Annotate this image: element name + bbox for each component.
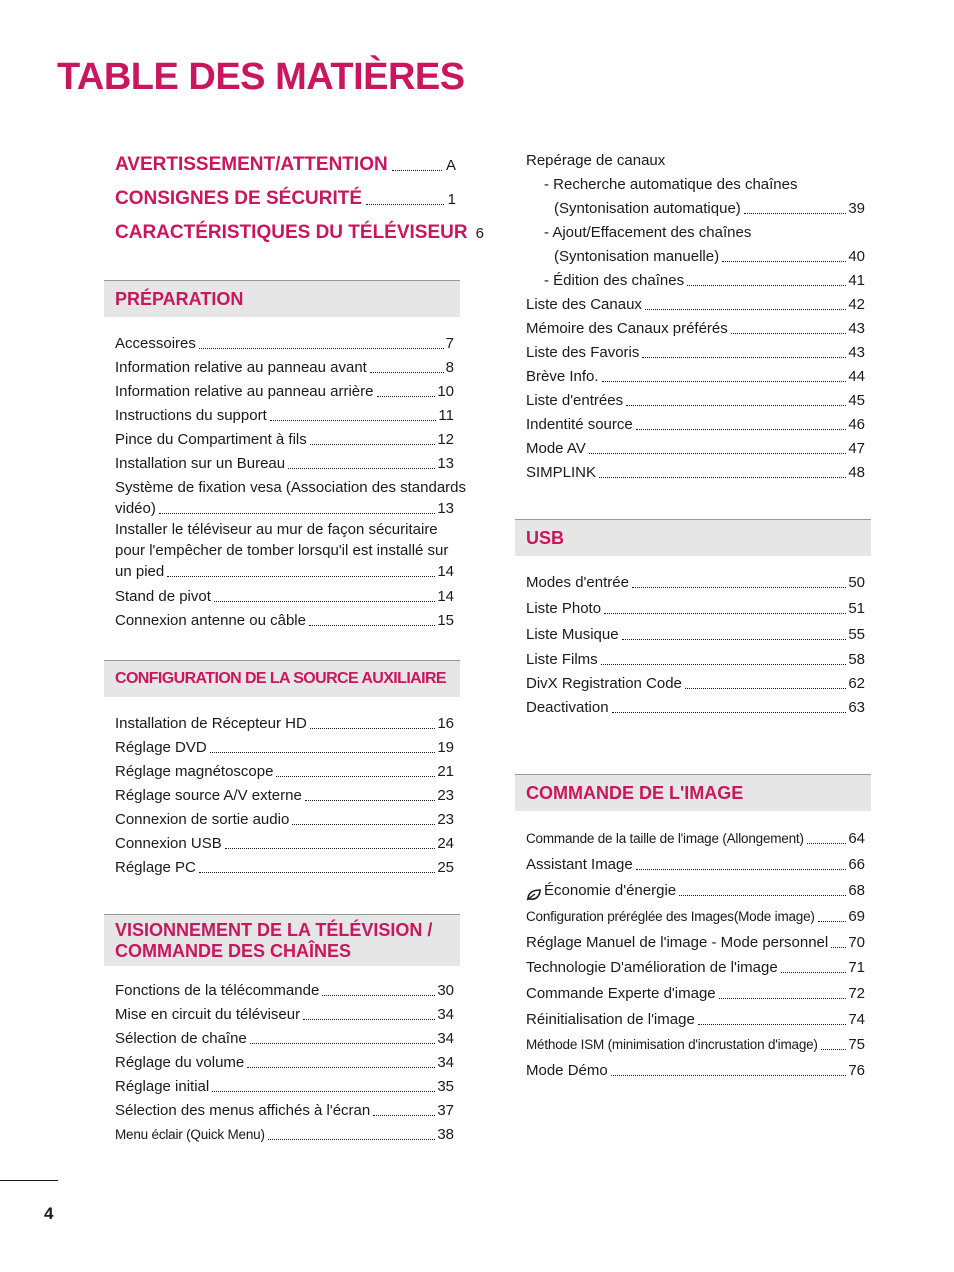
section-heading: CONFIGURATION DE LA SOURCE AUXILIAIRE: [104, 660, 460, 697]
toc-entry[interactable]: Réglage du volume 34: [115, 1054, 454, 1071]
toc-entry[interactable]: Liste Photo 51: [526, 600, 865, 617]
toc-entry[interactable]: Réglage magnétoscope 21: [115, 763, 454, 780]
toc-entry[interactable]: (Syntonisation manuelle) 40: [554, 248, 865, 265]
toc-entry[interactable]: SIMPLINK 48: [526, 464, 865, 481]
toc-entry[interactable]: Configuration préréglée des Images(Mode image) 69: [526, 908, 865, 925]
section-config: [104, 660, 460, 877]
toc-entry[interactable]: Indentité source 46: [526, 416, 865, 433]
toc-entry[interactable]: Liste Films 58: [526, 651, 865, 668]
toc-entry[interactable]: Modes d'entrée 50: [526, 574, 865, 591]
toc-entry[interactable]: CONSIGNES DE SÉCURITÉ 1: [115, 188, 456, 209]
toc-entry[interactable]: Instructions du support 11: [115, 407, 454, 424]
toc-entry[interactable]: Liste Musique 55: [526, 626, 865, 643]
toc-entry[interactable]: AVERTISSEMENT/ATTENTION A: [115, 154, 456, 175]
toc-entry[interactable]: Installation de Récepteur HD 16: [115, 715, 454, 732]
footer-rule: [0, 1180, 58, 1181]
section-heading: USB: [515, 519, 871, 556]
toc-entry[interactable]: Commande de la taille de l'image (Allongement) 64: [526, 830, 865, 847]
toc-entry[interactable]: Réglage Manuel de l'image - Mode personnel 70: [526, 934, 865, 951]
section-channels: [515, 146, 871, 482]
toc-entry[interactable]: Deactivation 63: [526, 699, 865, 716]
section-heading: COMMANDE DE L'IMAGE: [515, 774, 871, 811]
section-picture: [515, 774, 871, 1080]
toc-entry[interactable]: Sélection des menus affichés à l'écran 37: [115, 1102, 454, 1119]
toc-entry[interactable]: Mémoire des Canaux préférés 43: [526, 320, 865, 337]
toc-entry[interactable]: Mode AV 47: [526, 440, 865, 457]
toc-entry[interactable]: - Recherche automatique des chaînes: [544, 176, 798, 193]
page-title: TABLE DES MATIÈRES: [57, 56, 465, 98]
toc-entry[interactable]: Connexion antenne ou câble 15: [115, 612, 454, 629]
toc-entry[interactable]: Information relative au panneau avant 8: [115, 359, 454, 376]
toc-entry[interactable]: Accessoires 7: [115, 335, 454, 352]
toc-entry[interactable]: Brève Info. 44: [526, 368, 865, 385]
toc-entry[interactable]: (Syntonisation automatique) 39: [554, 200, 865, 217]
toc-entry[interactable]: Réinitialisation de l'image 74: [526, 1011, 865, 1028]
toc-entry[interactable]: Liste des Favoris 43: [526, 344, 865, 361]
toc-entry[interactable]: Économie d'énergie 68: [515, 874, 871, 900]
leaf-icon: [526, 888, 542, 900]
toc-entry[interactable]: Réglage initial 35: [115, 1078, 454, 1095]
toc-entry[interactable]: Méthode ISM (minimisation d'incrustation d'image) 75: [526, 1036, 865, 1053]
toc-entry[interactable]: DivX Registration Code 62: [526, 675, 865, 692]
toc-entry[interactable]: Stand de pivot 14: [115, 588, 454, 605]
toc-entry[interactable]: - Édition des chaînes 41: [544, 272, 865, 289]
toc-entry[interactable]: Réglage DVD 19: [115, 739, 454, 756]
section-heading: PRÉPARATION: [104, 280, 460, 317]
toc-entry[interactable]: Liste des Canaux 42: [526, 296, 865, 313]
toc-entry[interactable]: Technologie D'amélioration de l'image 71: [526, 959, 865, 976]
toc-entry[interactable]: Installer le téléviseur au mur de façon sécuritaire pour l'empêcher de tomber lorsqu'il est installé sur un pied 14: [115, 521, 454, 580]
toc-entry[interactable]: Information relative au panneau arrière 10: [115, 383, 454, 400]
toc-entry[interactable]: Connexion de sortie audio 23: [115, 811, 454, 828]
toc-entry[interactable]: Sélection de chaîne 34: [115, 1030, 454, 1047]
toc-entry[interactable]: Installation sur un Bureau 13: [115, 455, 454, 472]
section-heading: VISIONNEMENT DE LA TÉLÉVISION / COMMANDE DES CHAÎNES: [104, 914, 460, 966]
section-viewing: [104, 914, 460, 1144]
toc-entry[interactable]: Réglage source A/V externe 23: [115, 787, 454, 804]
toc-entry[interactable]: CARACTÉRISTIQUES DU TÉLÉVISEUR 6: [115, 222, 484, 243]
toc-entry[interactable]: Pince du Compartiment à fils 12: [115, 431, 454, 448]
toc-entry[interactable]: Menu éclair (Quick Menu) 38: [115, 1126, 454, 1143]
toc-entry[interactable]: Système de fixation vesa (Association des standards vidéo) 13: [115, 479, 467, 517]
toc-subheading: Repérage de canaux: [526, 152, 666, 169]
section-preparation: [104, 280, 467, 630]
toc-entry[interactable]: Mode Démo 76: [526, 1062, 865, 1079]
toc-entry[interactable]: Assistant Image 66: [526, 856, 865, 873]
page-number: 4: [44, 1204, 54, 1223]
top-entries: [104, 142, 484, 244]
toc-entry[interactable]: Fonctions de la télécommande 30: [115, 982, 454, 999]
toc-entry[interactable]: Mise en circuit du téléviseur 34: [115, 1006, 454, 1023]
toc-entry[interactable]: Liste d'entrées 45: [526, 392, 865, 409]
toc-entry[interactable]: Réglage PC 25: [115, 859, 454, 876]
section-usb: [515, 519, 871, 717]
toc-entry[interactable]: Connexion USB 24: [115, 835, 454, 852]
toc-entry[interactable]: Commande Experte d'image 72: [526, 985, 865, 1002]
toc-entry[interactable]: - Ajout/Effacement des chaînes: [544, 224, 752, 241]
